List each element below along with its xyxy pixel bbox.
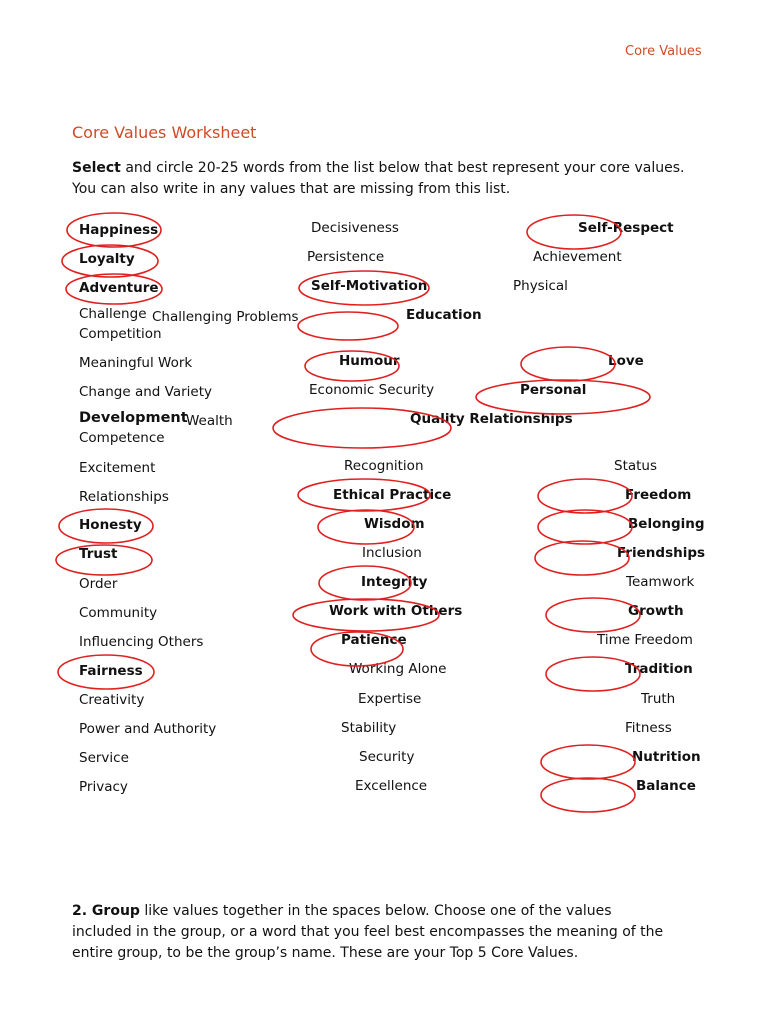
value-competition: Competition (79, 326, 162, 342)
section-2-line-3: entire group, to be the group’s name. These are your Top 5 Core Values. (72, 945, 579, 961)
intro-line-1-rest: and circle 20-25 words from the list below that best represent your core values. (120, 160, 685, 176)
section-2-lead: Group (87, 903, 140, 919)
value-wisdom: Wisdom (364, 516, 425, 532)
value-honesty: Honesty (79, 517, 142, 533)
value-happiness: Happiness (79, 222, 159, 238)
value-creativity: Creativity (79, 692, 145, 708)
value-status: Status (614, 458, 658, 474)
value-decisiveness: Decisiveness (311, 220, 399, 236)
value-nutrition: Nutrition (632, 749, 701, 765)
value-fitness: Fitness (625, 720, 672, 736)
value-truth: Truth (641, 691, 676, 707)
circle-love (521, 347, 615, 381)
value-challenge: Challenge (79, 306, 147, 322)
value-recognition: Recognition (344, 458, 424, 474)
value-achievement: Achievement (533, 249, 622, 265)
value-order: Order (79, 576, 118, 592)
value-influencing-others: Influencing Others (79, 634, 204, 650)
value-persistence: Persistence (307, 249, 385, 265)
value-self-motivation: Self-Motivation (311, 278, 428, 294)
page-title: Core Values Worksheet (72, 123, 257, 142)
value-time-freedom: Time Freedom (597, 632, 693, 648)
value-quality-relationships: Quality Relationships (410, 411, 573, 427)
section-2-line-1-rest: like values together in the spaces below. Choose one of the values (139, 903, 612, 919)
value-working-alone: Working Alone (349, 661, 447, 677)
section-2-number: 2. (72, 903, 88, 919)
running-header: Core Values (625, 44, 702, 59)
value-power-and-authority: Power and Authority (79, 721, 217, 737)
value-development: Development (79, 410, 188, 426)
value-self-respect: Self-Respect (578, 220, 674, 236)
circle-blank-1 (298, 312, 398, 340)
value-love: Love (608, 353, 644, 369)
value-competence: Competence (79, 430, 165, 446)
circle-friendships (535, 541, 629, 575)
value-education: Education (406, 307, 482, 323)
intro-paragraph (72, 158, 684, 200)
value-teamwork: Teamwork (626, 574, 695, 590)
value-service: Service (79, 750, 129, 766)
value-freedom: Freedom (625, 487, 692, 503)
intro-lead: Select (72, 160, 121, 176)
value-belonging: Belonging (628, 516, 705, 532)
value-humour: Humour (339, 353, 400, 369)
value-wealth: Wealth (186, 413, 233, 429)
value-excellence: Excellence (355, 778, 428, 794)
value-expertise: Expertise (358, 691, 422, 707)
value-loyalty: Loyalty (79, 251, 135, 267)
value-economic-security: Economic Security (309, 382, 435, 398)
value-adventure: Adventure (79, 280, 159, 296)
circle-belonging (538, 510, 632, 544)
circle-growth (546, 598, 640, 632)
value-work-with-others: Work with Others (329, 603, 463, 619)
section-2-line-1 (72, 901, 663, 922)
circle-balance (541, 778, 635, 812)
value-ethical-practice: Ethical Practice (333, 487, 452, 503)
value-personal: Personal (520, 382, 587, 398)
value-physical: Physical (513, 278, 568, 294)
circle-freedom (538, 479, 632, 513)
section-2-paragraph (72, 901, 663, 964)
value-meaningful-work: Meaningful Work (79, 355, 193, 371)
intro-line-2: You can also write in any values that are missing from this list. (72, 181, 511, 197)
value-patience: Patience (341, 632, 407, 648)
value-balance: Balance (636, 778, 696, 794)
value-integrity: Integrity (361, 574, 428, 590)
value-relationships: Relationships (79, 489, 169, 505)
value-fairness: Fairness (79, 663, 143, 679)
value-trust: Trust (79, 546, 118, 562)
circle-nutrition (541, 745, 635, 779)
intro-line-1 (72, 158, 684, 179)
value-friendships: Friendships (617, 545, 706, 561)
value-privacy: Privacy (79, 779, 128, 795)
value-tradition: Tradition (625, 661, 693, 677)
value-inclusion: Inclusion (362, 545, 422, 561)
value-stability: Stability (341, 720, 397, 736)
section-2-line-2: included in the group, or a word that you feel best encompasses the meaning of the (72, 924, 664, 940)
value-growth: Growth (628, 603, 684, 619)
value-challenging-problems: Challenging Problems (152, 309, 299, 325)
value-security: Security (359, 749, 415, 765)
value-community: Community (79, 605, 158, 621)
value-change-and-variety: Change and Variety (79, 384, 213, 400)
value-excitement: Excitement (79, 460, 156, 476)
